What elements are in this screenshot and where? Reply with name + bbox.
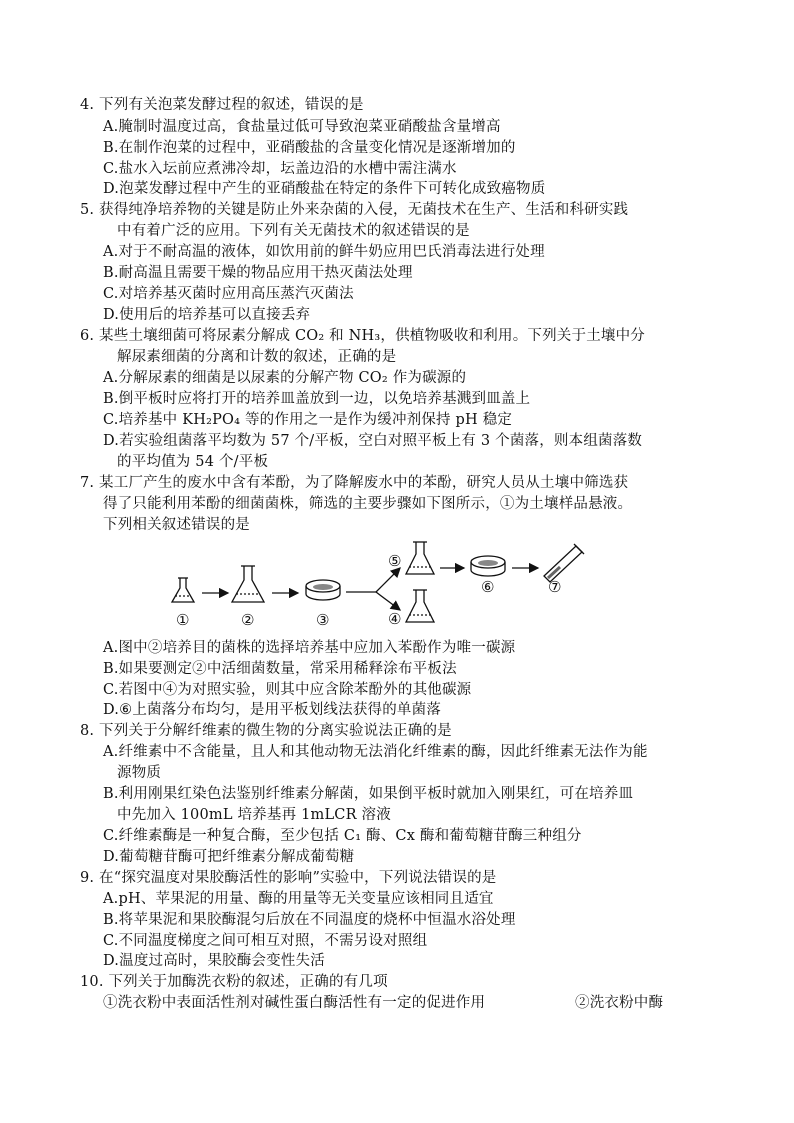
screening-steps-diagram [168, 540, 598, 632]
q4-stem: 4. 下列有关泡菜发酵过程的叙述，错误的是 [80, 97, 364, 113]
q10-item-2: ②洗衣粉中酶 [575, 995, 664, 1011]
q9-option-c: C.不同温度梯度之间可相互对照，不需另设对照组 [103, 933, 428, 949]
q7-option-a: A.图中②培养目的菌株的选择培养基中应加入苯酚作为唯一碳源 [103, 640, 516, 656]
q5-option-c: C.对培养基灭菌时应用高压蒸汽灭菌法 [103, 286, 354, 302]
q5-option-b: B.耐高温且需要干燥的物品应用干热灭菌法处理 [103, 265, 413, 281]
petri-dish-6-icon [471, 556, 505, 576]
q7-stem-line3: 下列相关叙述错误的是 [103, 517, 250, 533]
petri-dish-3-icon [306, 580, 340, 600]
q8-option-d: D.葡萄糖苷酶可把纤维素分解成葡萄糖 [103, 849, 355, 865]
q9-option-a: A.pH、苹果泥的用量、酶的用量等无关变量应该相同且适宜 [103, 891, 494, 907]
q4-option-b: B.在制作泡菜的过程中，亚硝酸盐的含量变化情况是逐渐增加的 [103, 140, 516, 156]
q7-option-d: D.⑥上菌落分布均匀，是用平板划线法获得的单菌落 [103, 702, 442, 718]
q7-option-b: B.如果要测定②中活细菌数量，常采用稀释涂布平板法 [103, 661, 457, 677]
label-3: ③ [316, 611, 330, 629]
q6-option-d: D.若实验组菌落平均数为 57 个/平板，空白对照平板上有 3 个菌落，则本组菌落数 [103, 433, 643, 449]
q8-option-b-cont: 中先加入 100mL 培养基再 1mLCR 溶液 [117, 807, 391, 823]
q9-option-d: D.温度过高时，果胶酶会变性失活 [103, 953, 325, 969]
q5-stem-line1: 5. 获得纯净培养物的关键是防止外来杂菌的入侵，无菌技术在生产、生活和科研实践 [80, 202, 629, 218]
q7-stem-line2: 得了只能利用苯酚的细菌菌株，筛选的主要步骤如下图所示，①为土壤样品悬液。 [103, 496, 633, 512]
flask-5-icon [406, 542, 434, 574]
q6-stem-line1: 6. 某些土壤细菌可将尿素分解成 CO₂ 和 NH₃，供植物吸收和利用。下列关于土壤中分 [80, 328, 646, 344]
label-2: ② [241, 611, 255, 629]
q5-option-a: A.对于不耐高温的液体，如饮用前的鲜牛奶应用巴氏消毒法进行处理 [103, 244, 545, 260]
q6-stem-line2: 解尿素细菌的分离和计数的叙述，正确的是 [117, 349, 397, 365]
label-7: ⑦ [548, 578, 562, 596]
q8-option-b: B.利用刚果红染色法鉴别纤维素分解菌，如果倒平板时就加入刚果红，可在培养皿 [103, 786, 634, 802]
diagram-svg [168, 540, 598, 632]
q9-stem: 9. 在“探究温度对果胶酶活性的影响”实验中，下列说法错误的是 [80, 870, 497, 886]
q6-option-a: A.分解尿素的细菌是以尿素的分解产物 CO₂ 作为碳源的 [103, 370, 467, 386]
q7-option-c: C.若图中④为对照实验，则其中应含除苯酚外的其他碳源 [103, 682, 472, 698]
q5-stem-line2: 中有着广泛的应用。下列有关无菌技术的叙述错误的是 [117, 223, 470, 239]
label-6: ⑥ [481, 578, 495, 596]
flask-4-icon [406, 590, 434, 622]
q4-option-a: A.腌制时温度过高，食盐量过低可导致泡菜亚硝酸盐含量增高 [103, 119, 501, 135]
q6-option-d-cont: 的平均值为 54 个/平板 [117, 454, 269, 470]
q4-option-d: D.泡菜发酵过程中产生的亚硝酸盐在特定的条件下可转化成致癌物质 [103, 181, 546, 197]
label-5: ⑤ [388, 552, 402, 570]
q7-stem-line1: 7. 某工厂产生的废水中含有苯酚，为了降解废水中的苯酚，研究人员从土壤中筛选获 [80, 475, 629, 491]
flask-1-icon [172, 578, 194, 602]
q10-item-1: ①洗衣粉中表面活性剂对碱性蛋白酶活性有一定的促进作用 [103, 995, 486, 1011]
q8-option-a-cont: 源物质 [117, 765, 162, 781]
q10-stem: 10. 下列关于加酶洗衣粉的叙述，正确的有几项 [80, 974, 388, 990]
flask-2-icon [232, 566, 264, 602]
q8-option-a: A.纤维素中不含能量，且人和其他动物无法消化纤维素的酶，因此纤维素无法作为能 [103, 744, 648, 760]
q8-option-c: C.纤维素酶是一种复合酶，至少包括 C₁ 酶、Cx 酶和葡萄糖苷酶三种组分 [103, 828, 582, 844]
test-tube-7-icon [544, 544, 584, 582]
q6-option-c: C.培养基中 KH₂PO₄ 等的作用之一是作为缓冲剂保持 pH 稳定 [103, 412, 513, 428]
q8-stem: 8. 下列关于分解纤维素的微生物的分离实验说法正确的是 [80, 723, 452, 739]
label-4: ④ [388, 610, 402, 628]
q9-option-b: B.将苹果泥和果胶酶混匀后放在不同温度的烧杯中恒温水浴处理 [103, 912, 516, 928]
q5-option-d: D.使用后的培养基可以直接丢弃 [103, 307, 311, 323]
q4-option-c: C.盐水入坛前应煮沸冷却，坛盖边沿的水槽中需注满水 [103, 161, 457, 177]
label-1: ① [176, 611, 190, 629]
q6-option-b: B.倒平板时应将打开的培养皿盖放到一边，以免培养基溅到皿盖上 [103, 391, 531, 407]
